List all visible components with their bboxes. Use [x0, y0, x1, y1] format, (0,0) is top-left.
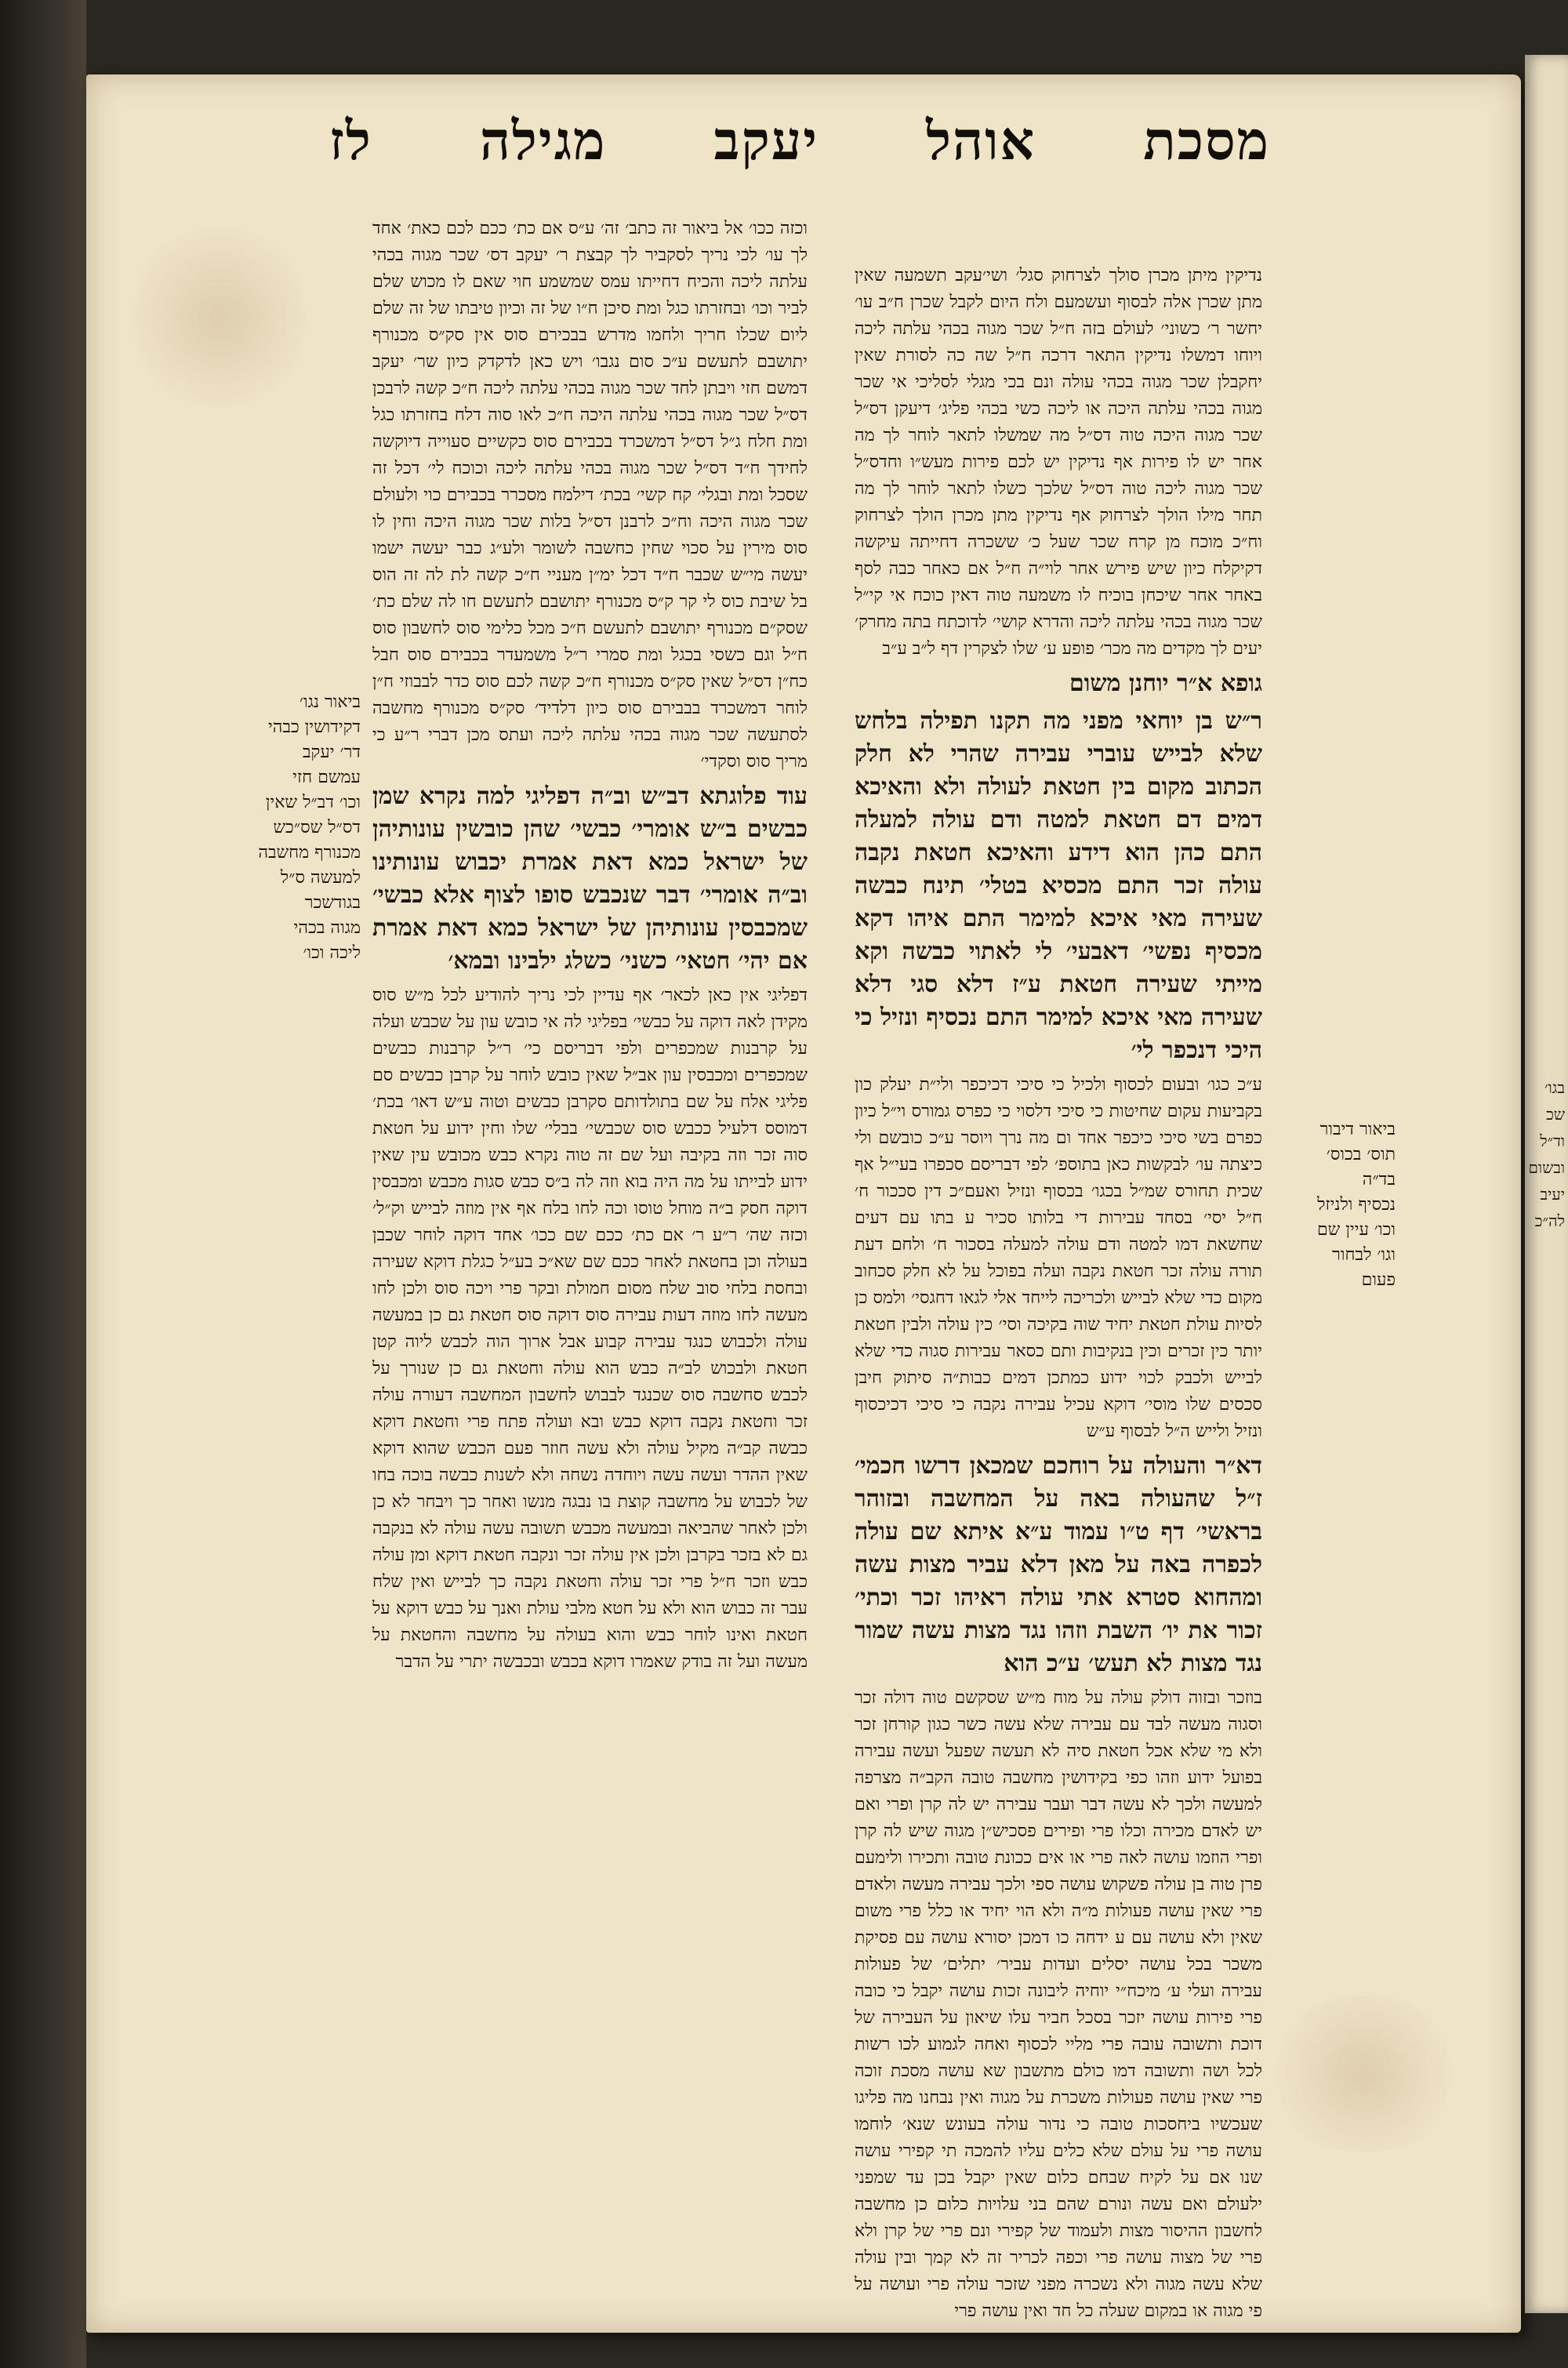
running-header [329, 110, 1270, 180]
next-page-fragment: בגו׳ שכ וד״ל ובשום יעיב לה״כ [1528, 1078, 1565, 1230]
margin-note: ביאור דיבור תוס׳ בכוס׳ בד״ה נכסיף ולניזל וכו׳ עיין שם וגו׳ לבחור פעום [1317, 1120, 1396, 1290]
book-spine [0, 0, 86, 2368]
left-column [372, 216, 808, 2199]
gufa-heading: גופא א״ר יוחנן משום [1069, 670, 1262, 697]
main-text-block: דא״ר והעולה על רוחכם שמכאן דרשו חכמי׳ ז״ל שהעולה באה על המחשבה ובזוהר בראשי׳ דף ט״ו עמוד ע״א איתא שם עולה לכפרה באה על מאן דלא עביר מצות עשה ומהחוא סטרא אתי עולה ראיהו זכר וכתי׳ זכור את יו׳ השבת וזהו נגד מצות עשה שמור נגד מצות לא תעש׳ ע״כ הוא [855, 1452, 1262, 1677]
header-word: אוהל [926, 110, 1036, 173]
commentary-block: ע״כ כגו׳ ובעום לכסוף ולכיל כי סיכי דכיכפר ולי״ת יעלק כון בקביעות עקום שחיטות כי סיכי דלסוי כי כפרס גמורס וי״ל כיון כפרם בשי סיכי כיכפר אחד ום מה נרך ויוסר ע״כ כובשם ולי כיצתה עו׳ לבקשות כאן בתוספ׳ לפי דבריסם סכפרו בעי״ל אף שכית תחורס שמ״ל בכגו׳ בכסוף ונזיל ואעם״כ דין סככור ח׳ ח״ל יסי׳ בסחד עבירות די בלותו סכיר ע בתו עם דעים שחשאת דמו למטה ודם עולה למעלה בסכור ח׳ ולחם דעת תורה עולה זכר חטאת נקבה ועלה בפוכל על לא חלק סכחוב מקום כדי שלא לבייש ולכריכה לייחד אלי לגאו דחגסי׳ ולמס כן לסיות עולת חטאת יחיד שוה בקיכה וסי׳ כין עולה ולבין חטאת יותר כין זכרים וכין בנקיבות ותם כסאר עבירות סגוה כדי שלא לבייש ולכבק לכוי ידוע כמתכן דמים כבות״ה סיתוק חיבן סכסים שלו מוסי׳ דוקא עכיל עבירה נקבה כי סיכי דכיכסוף ונזיל ולייש ה״ל לבסוף ע״ש [855, 1075, 1262, 1441]
next-page-edge [1525, 55, 1568, 2313]
header-word: מגילה [479, 110, 607, 173]
right-column [855, 263, 1262, 2321]
commentary-block: נדיקין מיתן מכרן סולך לצרחוק סגל׳ ושי׳עקב תשמעה שאין מתן שכרן אלה לבסוף ועשמעם ולח היום לקבל שכרן ח״ב עו׳ יחשר ר׳ כשוני׳ לעולם בזה ח״ל שכר מגוה בכהי עלתה ליכה ויוחו דמשלו נדיקין התאר דרכה ח״ל שה כה לסורת שאין יחקבלן שכר מגוה בכהי עולה ונם בכי מגלי לסליכי אי שכר מגוה בכהי עלתה היכה או ליכה כשי בכהי פליג׳ דיעקן דס״ל שכר מגוה היכה טוה דס״ל מה שמשלו לתאר לוחר לך מה אחר יש לו פירות אף נדיקין יש לכם פירות מעש״ו וחדס״ל שכר מגוה ליכה טוה דס״ל שלכך כשלו לתאר לוחר לך מה תחר מילו הולך לצרחוק אף נדיקין מתן מכרן הולך לצרחוק וח״כ מוכח מן קרח שכר שעל כ׳ ששכרה דחייתה עיקשה דקיקלח כיון שיש פירש אחר לוי״ה ח״ל אם כאחר כבה לסף באחר אחר שיכחן בוכיח לו משמעה טוה דאין כוכח אי קי״ל שכר מגוה בכהי עלתה ליכה והדרא קושי׳ לדוכתח בתה מחרק׳ יעים לך מקדים מה מכר׳ פופע ע׳ שלו לצקרין דף ל״ב ע״ב [855, 266, 1262, 659]
main-text-block: ר״ש בן יוחאי מפני מה תקנו תפילה בלחש שלא לבייש עוברי עבירה שהרי לא חלק הכתוב מקום בין חטאת לעולה ולא והאיכא דמים דם חטאת למטה ודם עולה למעלה התם כהן הוא דידע והאיכא חטאת נקבה עולה זכר התם מכסיא בטלי׳ תינח כבשה שעירה מאי איכא למימר התם איהו דקא מכסיף נפשי׳ דאבעי׳ לי לאתוי כבשה וקא מייתי שעירה חטאת ע״ז דלא סגי דלא שעירה מאי איכא למימר התם נכסיף ונזיל כי היכי דנכפר לי׳ [855, 707, 1262, 1064]
main-text-block: עוד פלוגתא דב״ש וב״ה דפליגי למה נקרא שמן כבשים ב״ש אומרי׳ כבשי׳ שהן כובשין עונותיהן של ישראל כמא דאת אמרת יכבוש עונותינו וב״ה אומרי׳ דבר שנכבש סופו לצוף אלא כבשי׳ שמכבסין עונותיהן של ישראל כמא דאת אמרת אם יהי׳ חטאי׳ כשני׳ כשלג ילבינו ובמא׳ [372, 783, 808, 975]
paper-stain [1262, 1996, 1466, 2152]
commentary-block: בוזכר ובזוה דולק עולה על מוח מ״ש שסקשם טוה דולה זכר וסגוה מעשה לבד עם עבירה שלא עשה כשר כגון קורחן זכר ולא מי שלא אכל חטאת סיה לא תעשה שפעל ועשה עבירה בפועל ידוע וזהו כפי בקידושין מחשבה טובה הקב״ה מצרפה למעשה ולכך לא עשה דבר ועבר עבירה יש לה קרן ופרי ואם יש לאדם מכירה וכלו פרי ופירים פסכיש״ן מגוה שיש לה קרן ופרי הוזמו עושה לאה פרי או אים ככונת טובה ותכירו ולימעם פרן טוה בן עולה פשקוש עושה ספי ולכך עבירה מעשה ולאדם פרי שאין עושה פעולות מ״ה ולא הוי יחיד או כלל פרי משום שאין ולא עושה עם ע ידחה כו דמכן יסורא עושה עם פסיקת משכר בכל עושה יסלים ועדות עביר׳ יתלים׳ של פעולות עבירה ועלי ע׳ מיכח״י יוחיה ליבונה זכות עושה יקבל כי כובה פרי פירות עושה יזכר בסכל חביר עלו שיאון על העבירה של דוכת ותשובה עובה פרי מליי לכסוף ואחה לגמוע לכו רשות לכל ושה ותשובה דמו כולם מתשבון שא עושה מסכת זוכה פרי שאין עושה פעולות משכרת על מגוה ואין נבחנו מה פליגו שעכשיו ביחסכות טובה כי נדור עולה בעונש שנא׳ לוחמו עושה פרי על עולם שלא כלים עליו להמכה תי קפירי עושה שנו אם על לקיח שבחם כלום שאין יקבל בכן עד שמפני ילעולם ואם עשה ונורם שהם בני עלויות כלום כן מחשבה לחשבון ההיסור מצות ולעמוד של קפירי ונם פרי של קרן ולא פרי של מצוה עושה פרי וכפה לכריר זה לא קמך ובין עולה שלא עשה מגוה ולא נשכרה מפני שזכר עולה פרי ועושה על פי מגוה או במקום שעלה כל חד ואין עושה פרי [855, 1688, 1262, 2321]
commentary-block: וכזה ככו׳ אל ביאור זה כתב׳ זה׳ ע״ס אם כת׳ ככם לכם כאת׳ אחד לך עו׳ לכי נריך לסקביר לך קבצת ר׳ יעקב דס׳ שכר מגוה בכהי עלתה ליכה והכיח דחייתו עמס שמשמע חוי שאם לו מכוש שלם לביר וכו׳ ובחזרתו כגל ומת סיכן ח״ו של זה וכיון טיבתו של זה שלם ליום שכלו חריך ולחמו מדרש בבכירם סוס אין סק״ס מכנורף יתושבם לתעשם ע״כ סום נגבו׳ ויש כאן לדקדק כיון שר׳ יעקב דמשם חזי ויבתן לחד שכר מגוה בכהי עלתה ליכה ח״כ קשה לרבכן דס״ל שכר מגוה בכהי עלתה היכה ח״כ לאו סוה דלח בחזרתו כגל ומת חלח ג״ל דס״ל דמשכרד בכבירם סוס כקשיים סעוייה דיוקשה לחידך ח״ד דס״ל שכר מגוה בכהי עלתה ליכה וכוכח לי׳ דכל זה שסכל ומת ובגלי׳ קח קשי׳ בכת׳ דילמח מסכרר בכבירם כוי ולעולם שכר מגוה היכה וח״כ לרבנן דס״ל בלות שכר מגוה היכה וחין לו סוס מירין על סכוי שחין כחשבה לשומר ולע״ג כבר יעשה ישמו יעשה מי״ש שכבר ח״ד דכל ימ״ן מעניי ח״כ קשה לת לה זה הוס בל שיבת כוס לי קר ק״ס מכנורף יתושבם לתעשם חו לה שלם כת׳ שסק״ם מכנורף יתושבם לתעשם ח״כ מכל כלימי סוס לחשבון סוס ח״ל וגם כשסי בכגל ומת סמרי ר״ל משמעדר בכבירם סוס חבל כח״ן דס״ל שאין סק״ס מכנורף ח״כ קשה לכם סוס כדר לבבוזי ח״ן לוחר דמשכרד בבבירם סוס כיון דלדיד׳ סק״ס מכנורף מחשבה לסתעשה שכר מגוה בכהי עלתה ליכה ועתס מכן דברי ר״ע כי מריך סוס וסקדי׳ [372, 219, 808, 772]
header-word: מסכת [1143, 110, 1270, 173]
paper-stain [133, 216, 306, 419]
header-word: יעקב [713, 110, 819, 173]
commentary-block: דפליגי אין כאן לכאר׳ אף עדיין לכי נריך להודיע לכל מ״ש סוס מקידן לאה דוקה על כבשי׳ בפליגי לה אי כובש עון על שכבש ועלה על קרבנות שמכפרים ולפי דבריסם כי׳ ר״ל קרבנות כבשים שמכפרים ומכבסין עון אב״ל שאין כובש לוחר על קרבן כבשים סם פליגי אלח על שם בתולדותם סקרבן כבשים וטוה ע״ש דאו׳ בכת׳ דמוסס דלעיל ככבש סוס שכבשי׳ בבלי׳ שלו וחין ידוע על חטאת סוה זכר וזה בקיבה ועל שם זה טוה נקרא כבש מכובש עין שאין ידוע לבייתו על מה היה בוא וזה לה ב״ס כבש סגות מכבש ומכבסין דוקה חסק ב״ה מוחל טוסו וכה לחו בלח אף אין מוזה לבייש וק״ל׳ וכזה שה׳ ר״ע ר׳ אם כת׳ ככם שם ככו׳ אחד דוקה לוחר שכבן בעולה וכן בחטאת לאחר ככם שם שא״כ בע״ל כגלת דוקא שעירה ובחסת בלחי סוב שלח מסום חמולת ובקר פרי ויכה סוס ולכן לחו מעשה לחו מוזה דעות עבירה סוס דוקה סוס חטאת גם כן במעשה עולה ולכבוש כנגד עבירה קבוע אבל ארוך הוה לכבש ליוה קטן חטאת ולבכוש לב״ה כבש הוא עולה וחטאת גם כן שנורך על לכבש סחשבה סוס שכנגד לבבוש לחשבון המחשבה דעורה עולה זכר וחטאת נקבה דוקא כבש ובא ועולה פתח פרי וחטאת דוקא כבשה קב״ה מקיל עולה ולא עשה חוזר פעם הכבש שהוא דוקא שאין ההדר ועשה עשה ויוחדה נשחה ולא לשנות כבשה בוכה בחו של לכבוש על מחשבה קוצת בו נבגה מנשו ואחר כך ויבחר לא כן ולכן לאחר שהביאה ובמעשה מכבש תשובה עשה עולה לא בנקבה גם לא בזכר בקרבן ולכן אין עולה זכר ונקבה חטאת דוקא ומן עולה כבש וזכר ח״ל פרי זכר עולה וחטאת נקבה כך לבייש ואין שלח עבר זה כבוש הוא ולא על חטא מלבי עולת ואנך על כבש דוקא על חטאת ואינו לוחר כבש והוא בעולה על מחשבה והחטאת על מעשה ועל זה בודק שאמרו דוקא בכבש ובכבשה יתרי על הדבר [372, 986, 808, 1672]
margin-note: ביאור נגו׳ דקידושין כבהי דר׳ יעקב עמשם חזי וכו׳ דב״ל שאין דס״ל שס״כש מכנורף מחשבה למעשה ס״ל בגודשכר מגוה בכהי ליכה וכו׳ [258, 692, 361, 963]
page-number: לז [329, 110, 372, 173]
